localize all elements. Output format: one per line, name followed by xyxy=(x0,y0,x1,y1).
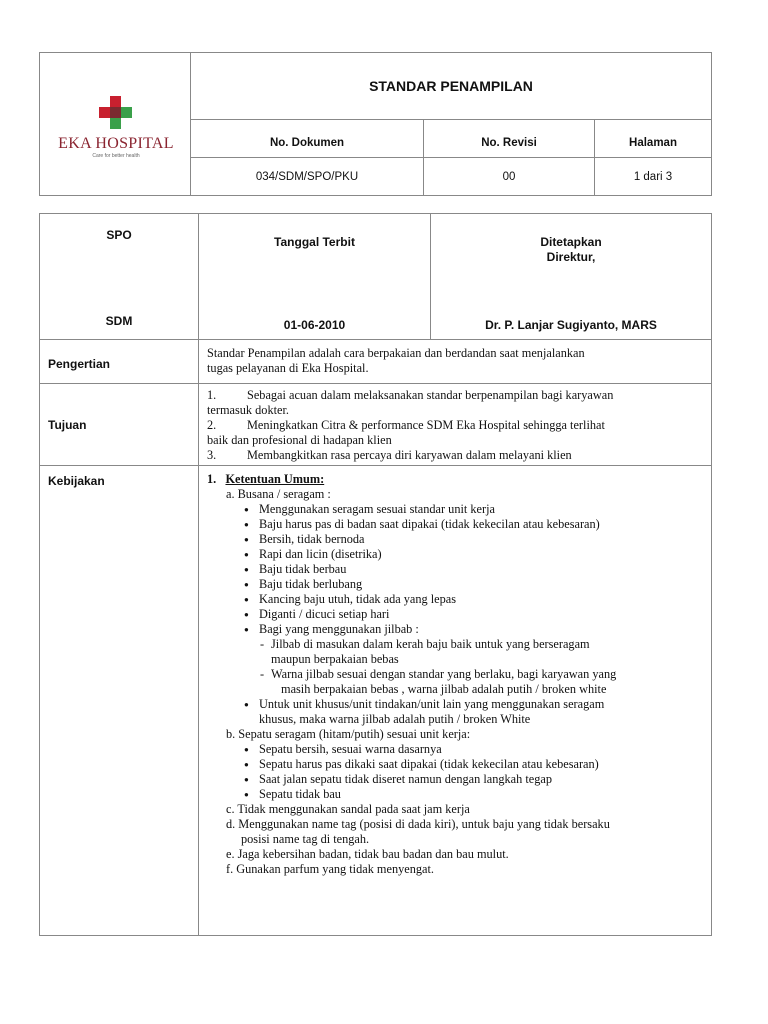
tujuan-item-3 xyxy=(207,448,707,463)
name-tag-rule: d. Menggunakan name tag (posisi di dada kiri), untuk baju yang tidak bersaku xyxy=(226,817,610,831)
kebijakan-row xyxy=(40,466,712,936)
kebersihan-rule: e. Jaga kebersihan badan, tidak bau badan dan bau mulut. xyxy=(226,847,509,861)
list-item: ● Bagi yang menggunakan jilbab : xyxy=(226,622,707,637)
document-title: STANDAR PENAMPILAN xyxy=(191,53,712,120)
pengertian-line-2: tugas pelayanan di Eka Hospital. xyxy=(207,361,369,375)
logo-tagline: Care for better health xyxy=(92,153,140,159)
busana-heading: a. Busana / seragam : xyxy=(226,487,331,501)
spo-label: SPO xyxy=(106,228,132,242)
list-item: ● Diganti / dicuci setiap hari xyxy=(226,607,707,622)
tujuan-text-1a: Sebagai acuan dalam melaksanakan standar berpenampilan bagi karyawan xyxy=(247,388,614,402)
jilbab-rule-2b: masih berpakaian bebas , warna jilbab adalah putih / broken white xyxy=(281,682,607,696)
list-item: ● Kancing baju utuh, tidak ada yang lepas xyxy=(226,592,707,607)
khusus-rule-b: khusus, maka warna jilbab adalah putih / broken White xyxy=(259,712,531,726)
name-tag-rule-cont: posisi name tag di tengah. xyxy=(241,832,370,846)
kebijakan-text xyxy=(199,466,712,936)
sepatu-list xyxy=(226,742,707,802)
document-header xyxy=(39,52,712,196)
busana-list xyxy=(226,502,707,637)
jilbab-rule-1a: Jilbab di masukan dalam kerah baju baik untuk yang berseragam xyxy=(271,637,590,651)
ketentuan-num: 1. xyxy=(207,472,217,486)
list-item: ● Sepatu bersih, sesuai warna dasarnya xyxy=(226,742,707,757)
list-item: ● Baju tidak berbau xyxy=(226,562,707,577)
jilbab-rule-1b: maupun berpakaian bebas xyxy=(271,652,399,666)
tujuan-num-1: 1. xyxy=(207,388,217,402)
pengertian-label: Pengertian xyxy=(40,340,199,384)
no-revisi-value: 00 xyxy=(424,158,595,196)
ditetapkan-cell xyxy=(431,214,712,340)
meta-row xyxy=(40,214,712,340)
list-item: ● Sepatu tidak bau xyxy=(226,787,707,802)
no-dokumen-value: 034/SDM/SPO/PKU xyxy=(191,158,424,196)
ketentuan-heading xyxy=(207,472,707,487)
list-item: ● Menggunakan seragam sesuai standar unit kerja xyxy=(226,502,707,517)
tujuan-text-2b: baik dan profesional di hadapan klien xyxy=(207,433,392,447)
ketentuan-title: Ketentuan Umum: xyxy=(225,472,325,486)
kebijakan-body xyxy=(207,487,707,877)
tujuan-row xyxy=(40,384,712,466)
tujuan-text-2a: Meningkatkan Citra & performance SDM Eka Hospital sehingga terlihat xyxy=(247,418,605,432)
logo-cell xyxy=(40,53,191,196)
tanggal-terbit-label: Tanggal Terbit xyxy=(274,235,355,249)
jilbab-rule-1 xyxy=(226,637,707,652)
sdm-label: SDM xyxy=(105,314,133,328)
khusus-rule-a: ● Untuk unit khusus/unit tindakan/unit lain yang menggunakan seragam xyxy=(226,697,707,712)
parfum-rule: f. Gunakan parfum yang tidak menyengat. xyxy=(226,862,434,876)
direktur-label: Direktur, xyxy=(546,250,596,264)
spo-cell xyxy=(40,214,199,340)
ditetapkan-label: Ditetapkan xyxy=(540,235,602,249)
list-item: ● Baju tidak berlubang xyxy=(226,577,707,592)
tujuan-text-3: Membangkitkan rasa percaya diri karyawan dalam melayani klien xyxy=(247,448,572,462)
tujuan-num-3: 3. xyxy=(207,448,217,462)
list-item: ● Baju harus pas di badan saat dipakai (tidak kekecilan atau kebesaran) xyxy=(226,517,707,532)
tujuan-label: Tujuan xyxy=(40,384,199,466)
jilbab-rule-2a: Warna jilbab sesuai dengan standar yang berlaku, bagi karyawan yang xyxy=(271,667,617,681)
procedure-table xyxy=(39,213,712,936)
eka-hospital-logo xyxy=(48,91,184,161)
list-item: ● Rapi dan licin (disetrika) xyxy=(226,547,707,562)
halaman-label: Halaman xyxy=(595,120,712,158)
tanggal-cell xyxy=(199,214,431,340)
director-name: Dr. P. Lanjar Sugiyanto, MARS xyxy=(485,318,657,332)
kebijakan-label: Kebijakan xyxy=(40,466,199,936)
tujuan-num-2: 2. xyxy=(207,418,217,432)
pengertian-text xyxy=(199,340,712,384)
no-dokumen-label: No. Dokumen xyxy=(191,120,424,158)
tujuan-text-1b: termasuk dokter. xyxy=(207,403,289,417)
tujuan-text xyxy=(199,384,712,466)
tujuan-item-2 xyxy=(207,418,707,433)
pengertian-line-1: Standar Penampilan adalah cara berpakaian dan berdandan saat menjalankan xyxy=(207,346,585,360)
no-revisi-label: No. Revisi xyxy=(424,120,595,158)
list-item: ● Bersih, tidak bernoda xyxy=(226,532,707,547)
logo-text: EKA HOSPITAL xyxy=(58,135,174,152)
pengertian-row xyxy=(40,340,712,384)
list-item: ● Saat jalan sepatu tidak diseret namun dengan langkah tegap xyxy=(226,772,707,787)
tanggal-terbit-value: 01-06-2010 xyxy=(283,318,346,332)
jilbab-rule-2 xyxy=(226,667,707,682)
halaman-value: 1 dari 3 xyxy=(595,158,712,196)
list-item: ● Sepatu harus pas dikaki saat dipakai (tidak kekecilan atau kebesaran) xyxy=(226,757,707,772)
tujuan-item-1 xyxy=(207,388,707,403)
sepatu-heading: b. Sepatu seragam (hitam/putih) sesuai unit kerja: xyxy=(226,727,471,741)
sandal-rule: c. Tidak menggunakan sandal pada saat jam kerja xyxy=(226,802,470,816)
